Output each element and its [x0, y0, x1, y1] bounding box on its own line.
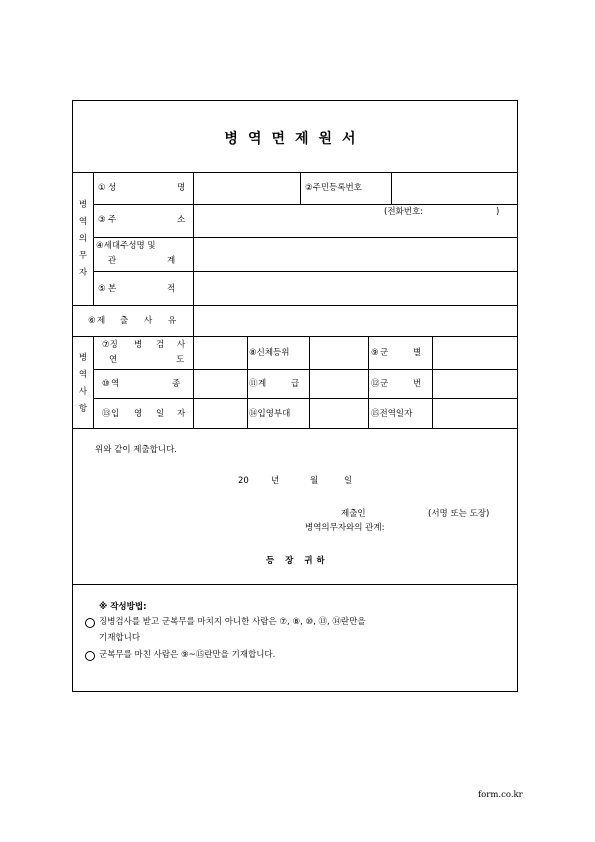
- row-line: [72, 305, 518, 306]
- label-draft-l1-d: 사: [177, 340, 186, 350]
- label-name-char1: 성: [108, 183, 117, 193]
- label-domicile-char1: 본: [108, 284, 117, 294]
- row-line: [93, 204, 518, 205]
- label-domicile-num: ⑤: [98, 284, 106, 294]
- row-line: [72, 336, 518, 337]
- col-line: [300, 172, 301, 204]
- label-service-no-num: ⑫: [371, 379, 380, 389]
- label-enlist-date-char2: 영: [134, 409, 143, 419]
- label-rank-char2: 급: [291, 379, 300, 389]
- relation-label: 병역의무자와의 관계:: [305, 523, 385, 533]
- date-day-label: 일: [344, 476, 353, 486]
- label-discharge-date: ⑮전역일자: [371, 409, 413, 419]
- label-rank-char1: 계: [258, 379, 267, 389]
- col-line: [247, 336, 248, 428]
- label-relation-char1: 관: [108, 256, 117, 266]
- row-line: [93, 369, 518, 370]
- side-label-applicant: 병역의무자: [78, 200, 88, 278]
- label-draft-l2-b: 도: [176, 355, 185, 365]
- label-enlist-date-char1: 입: [111, 409, 120, 419]
- label-enlist-date-num: ⑬: [102, 409, 111, 419]
- label-service-type-char1: 역: [111, 379, 120, 389]
- label-address-char1: 주: [108, 215, 117, 225]
- col-line: [309, 336, 310, 428]
- label-address-char2: 소: [177, 215, 186, 225]
- label-reason-char2: 출: [120, 316, 129, 326]
- label-branch-char2: 별: [413, 348, 422, 358]
- statement-text: 위와 같이 제출합니다.: [95, 445, 178, 455]
- col-line: [391, 172, 392, 204]
- row-line: [93, 237, 518, 238]
- label-phone-close: ): [496, 207, 500, 217]
- side-label-service: 병역사항: [78, 353, 88, 414]
- col-line: [432, 336, 433, 428]
- label-phone: (전화번호:: [384, 207, 424, 217]
- recipient-label: 등 장 귀하: [266, 556, 329, 566]
- signature-label: (서명 또는 도장): [428, 509, 490, 519]
- col-line: [193, 172, 194, 428]
- submitter-label: 제출인: [341, 509, 366, 519]
- label-branch-num: ⑨: [371, 348, 379, 358]
- row-line: [93, 398, 518, 399]
- label-resident-no: ②주민등록번호: [305, 183, 362, 193]
- label-draft-l1-a: ⑦징: [102, 340, 118, 350]
- label-service-no-char2: 번: [413, 379, 422, 389]
- label-physical-grade: ⑧신체등위: [249, 348, 290, 358]
- notes-item1-line2: 기재합니다: [99, 633, 141, 643]
- label-reason-char3: 사: [144, 316, 153, 326]
- label-reason-char1: 제: [97, 316, 106, 326]
- footer-source: form.co.kr: [478, 790, 523, 800]
- label-branch-char1: 군: [380, 348, 389, 358]
- form-title: 병역면제원서: [224, 131, 366, 147]
- label-rank-num: ⑪: [249, 379, 258, 389]
- col-line: [93, 172, 94, 305]
- label-name-char2: 명: [177, 183, 186, 193]
- row-line: [93, 271, 518, 272]
- label-service-no-char1: 군: [380, 379, 389, 389]
- label-relation-char2: 계: [167, 256, 176, 266]
- date-year: 20: [238, 476, 249, 486]
- label-draft-l1-c: 검: [156, 340, 165, 350]
- label-draft-l2-a: 연: [109, 355, 118, 365]
- label-enlist-date-char4: 자: [177, 409, 186, 419]
- label-enlist-date-char3: 일: [156, 409, 165, 419]
- col-line: [93, 336, 94, 428]
- row-line: [72, 172, 518, 173]
- label-reason-num: ⑥: [88, 316, 96, 326]
- row-line: [72, 584, 518, 585]
- label-householder: ④세대주성명 및: [96, 241, 156, 251]
- label-domicile-char2: 적: [167, 284, 176, 294]
- label-enlist-unit: ⑭입영부대: [249, 409, 291, 419]
- notes-item2: 군복무를 마친 사람은 ⑨~⑮란만을 기재합니다.: [99, 650, 276, 660]
- label-draft-l1-b: 병: [134, 340, 143, 350]
- date-year-label: 년: [271, 476, 280, 486]
- date-month-label: 월: [310, 476, 319, 486]
- row-line: [72, 428, 518, 429]
- label-address-num: ③: [98, 215, 106, 225]
- label-service-type-num: ⑩: [102, 379, 110, 389]
- label-name-first: ①: [98, 183, 106, 193]
- col-line: [368, 336, 369, 428]
- notes-item1-line1: 징병검사를 받고 군복무를 마치지 아니한 사람은 ⑦, ⑧, ⑩, ⑬, ⑭란만을: [99, 617, 366, 627]
- label-service-type-char2: 종: [172, 379, 181, 389]
- bullet-circle-icon: [85, 618, 95, 628]
- label-reason-char4: 유: [168, 316, 177, 326]
- bullet-circle-icon: [85, 651, 95, 661]
- notes-header: ※ 작성방법:: [99, 602, 147, 612]
